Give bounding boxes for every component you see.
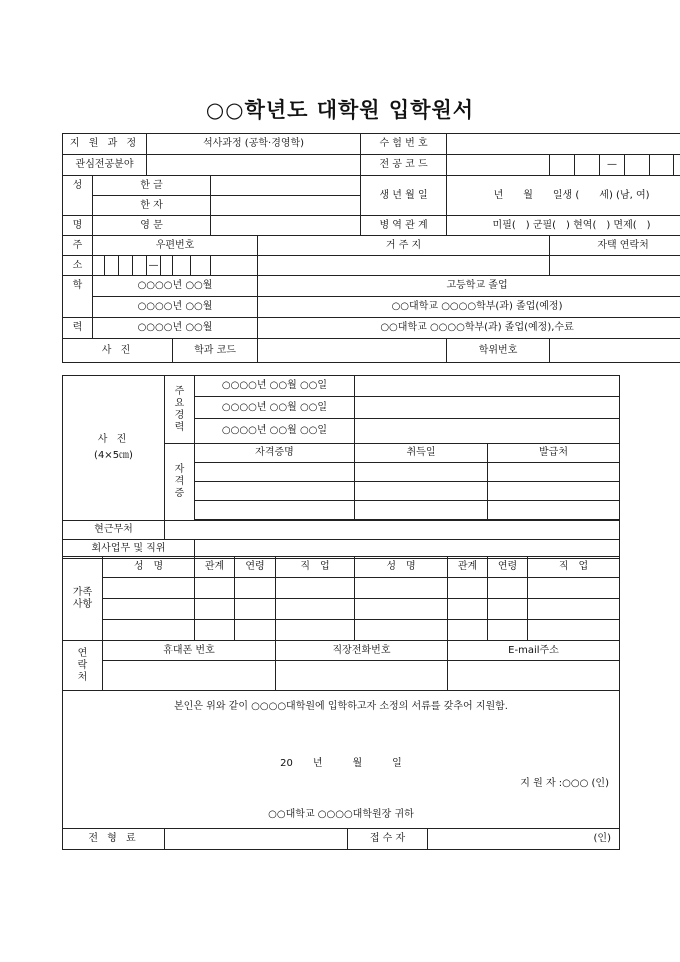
zip-box-7[interactable] bbox=[211, 256, 258, 276]
family-header-name: 성 명 bbox=[355, 557, 448, 578]
family-cell[interactable] bbox=[488, 620, 528, 641]
contact-label-char: 처 bbox=[77, 671, 88, 683]
family-cell[interactable] bbox=[276, 578, 355, 599]
education-label-bottom: 력 bbox=[63, 318, 93, 339]
family-cell[interactable] bbox=[528, 620, 620, 641]
dept-code-label: 학과 코드 bbox=[173, 339, 258, 363]
career-date: ○○○○년 ○○월 ○○일 bbox=[195, 419, 355, 444]
declaration-date: 20 년 월 일 bbox=[280, 758, 402, 769]
family-cell[interactable] bbox=[448, 620, 488, 641]
zip-box-0 bbox=[93, 256, 105, 276]
email-field[interactable] bbox=[448, 661, 620, 691]
family-cell[interactable] bbox=[528, 599, 620, 620]
contact-label-char: 락 bbox=[77, 659, 88, 671]
license-issuer-field[interactable] bbox=[488, 501, 620, 520]
family-cell[interactable] bbox=[276, 620, 355, 641]
family-header-relation: 관계 bbox=[195, 557, 235, 578]
major-code-box-5[interactable] bbox=[650, 155, 674, 176]
license-name-field[interactable] bbox=[195, 482, 355, 501]
family-header-name: 성 명 bbox=[103, 557, 195, 578]
residence-label: 거 주 지 bbox=[258, 236, 550, 256]
family-cell[interactable] bbox=[103, 620, 195, 641]
career-label-char: 력 bbox=[174, 421, 185, 433]
family-cell[interactable] bbox=[235, 620, 276, 641]
education-date: ○○○○년 ○○월 bbox=[93, 318, 258, 339]
career-label-char: 경 bbox=[174, 409, 185, 421]
career-label-char: 요 bbox=[174, 397, 185, 409]
current-work-field[interactable] bbox=[165, 521, 620, 540]
license-issuer-header: 발급처 bbox=[488, 444, 620, 463]
form-title: ○○학년도 대학원 입학원서 bbox=[205, 98, 475, 122]
degree-number-label: 학위번호 bbox=[447, 339, 550, 363]
major-code-box-6[interactable] bbox=[674, 155, 680, 176]
program-value: 석사과정 (공학·경영학) bbox=[147, 134, 361, 155]
major-code-box-1[interactable] bbox=[447, 155, 550, 176]
home-contact-field[interactable] bbox=[550, 256, 680, 276]
family-cell[interactable] bbox=[235, 578, 276, 599]
mobile-field[interactable] bbox=[103, 661, 276, 691]
career-date: ○○○○년 ○○월 ○○일 bbox=[195, 376, 355, 397]
license-name-header: 자격증명 bbox=[195, 444, 355, 463]
zip-box-5[interactable] bbox=[173, 256, 191, 276]
license-name-field[interactable] bbox=[195, 501, 355, 520]
name-hanja-label: 한 자 bbox=[93, 196, 211, 216]
interest-major-label: 관심전공분야 bbox=[63, 155, 147, 176]
license-label-char: 격 bbox=[174, 476, 185, 487]
military-value: 미필( ) 군필( ) 현역( ) 면제( ) bbox=[447, 216, 680, 236]
office-phone-field[interactable] bbox=[276, 661, 448, 691]
declaration-box bbox=[63, 691, 620, 829]
name-korean-label: 한 글 bbox=[93, 176, 211, 196]
name-label-bottom: 명 bbox=[63, 216, 93, 236]
family-cell[interactable] bbox=[103, 599, 195, 620]
family-cell[interactable] bbox=[355, 578, 448, 599]
major-code-dash: — bbox=[600, 155, 625, 176]
family-cell[interactable] bbox=[195, 599, 235, 620]
zip-dash: — bbox=[147, 256, 161, 276]
family-cell[interactable] bbox=[195, 578, 235, 599]
career-date: ○○○○년 ○○월 ○○일 bbox=[195, 397, 355, 419]
major-code-label: 전 공 코 드 bbox=[361, 155, 447, 176]
education-desc: 고등학교 졸업 bbox=[258, 276, 680, 297]
education-date: ○○○○년 ○○월 bbox=[93, 276, 258, 297]
license-date-field[interactable] bbox=[355, 482, 488, 501]
family-section bbox=[62, 556, 620, 829]
email-header: E-mail주소 bbox=[448, 641, 620, 661]
license-label bbox=[165, 444, 195, 521]
receiver-label: 접 수 자 bbox=[348, 829, 428, 850]
birth-label: 생 년 월 일 bbox=[361, 176, 447, 216]
bottom-section bbox=[62, 828, 620, 850]
license-date-field[interactable] bbox=[355, 463, 488, 482]
contact-label-char: 연 bbox=[77, 647, 88, 659]
declaration-applicant: 지 원 자 :○○○ (인) bbox=[520, 778, 609, 789]
declaration-addressee: ○○대학교 ○○○○대학원장 귀하 bbox=[268, 809, 414, 820]
form-top-section bbox=[62, 133, 680, 363]
family-header-job: 직 업 bbox=[276, 557, 355, 578]
birth-value: 년 월 일생 ( 세) (남, 여) bbox=[447, 176, 680, 216]
family-cell[interactable] bbox=[488, 599, 528, 620]
career-desc-field[interactable] bbox=[355, 397, 620, 419]
address-label-top: 주 bbox=[63, 236, 93, 256]
family-label-bottom: 사항 bbox=[72, 598, 93, 610]
family-label-top: 가족 bbox=[72, 586, 93, 598]
education-label-top: 학 bbox=[63, 276, 93, 318]
education-desc: ○○대학교 ○○○○학부(과) 졸업(예정),수료 bbox=[258, 318, 680, 339]
photo-box-size: (4×5㎝) bbox=[94, 450, 133, 461]
office-phone-header: 직장전화번호 bbox=[276, 641, 448, 661]
major-code-box-3[interactable] bbox=[575, 155, 600, 176]
career-desc-field[interactable] bbox=[355, 419, 620, 444]
family-header-job: 직 업 bbox=[528, 557, 620, 578]
family-header-age: 연령 bbox=[235, 557, 276, 578]
name-english-field[interactable] bbox=[211, 216, 361, 236]
receiver-seal: (인) bbox=[428, 829, 620, 850]
license-label-char: 증 bbox=[174, 488, 185, 499]
family-cell[interactable] bbox=[276, 599, 355, 620]
zip-box-1[interactable] bbox=[105, 256, 119, 276]
license-issuer-field[interactable] bbox=[488, 463, 620, 482]
exam-number-label: 수 험 번 호 bbox=[361, 134, 447, 155]
career-label bbox=[165, 376, 195, 444]
family-cell[interactable] bbox=[195, 620, 235, 641]
fee-label: 전 형 료 bbox=[63, 829, 165, 850]
dept-code-field[interactable] bbox=[258, 339, 447, 363]
current-work-label: 현근무처 bbox=[63, 521, 165, 540]
family-cell[interactable] bbox=[355, 599, 448, 620]
work-duty-label: 회사업무 및 직위 bbox=[63, 540, 195, 559]
major-code-box-2[interactable] bbox=[550, 155, 575, 176]
major-code-box-4[interactable] bbox=[625, 155, 650, 176]
family-cell[interactable] bbox=[103, 578, 195, 599]
education-desc: ○○대학교 ○○○○학부(과) 졸업(예정) bbox=[258, 297, 680, 318]
family-cell[interactable] bbox=[235, 599, 276, 620]
family-label bbox=[63, 557, 103, 641]
family-cell[interactable] bbox=[448, 578, 488, 599]
family-cell[interactable] bbox=[488, 578, 528, 599]
exam-number-field[interactable] bbox=[447, 134, 680, 155]
license-date-header: 취득일 bbox=[355, 444, 488, 463]
address-label-bottom: 소 bbox=[63, 256, 93, 276]
license-date-field[interactable] bbox=[355, 501, 488, 520]
mobile-header: 휴대폰 번호 bbox=[103, 641, 276, 661]
name-label-top: 성 bbox=[63, 176, 93, 216]
photo-row-label: 사 진 bbox=[63, 339, 173, 363]
residence-field[interactable] bbox=[258, 256, 550, 276]
family-cell[interactable] bbox=[448, 599, 488, 620]
license-label-char: 자 bbox=[174, 464, 185, 475]
zip-box-3[interactable] bbox=[133, 256, 147, 276]
zip-box-4[interactable] bbox=[161, 256, 173, 276]
family-cell[interactable] bbox=[528, 578, 620, 599]
zip-box-2[interactable] bbox=[119, 256, 133, 276]
career-desc-field[interactable] bbox=[355, 376, 620, 397]
license-name-field[interactable] bbox=[195, 463, 355, 482]
family-header-relation: 관계 bbox=[448, 557, 488, 578]
declaration-text: 본인은 위와 같이 ○○○○대학원에 입학하고자 소정의 서류를 갖추어 지원함. bbox=[174, 701, 508, 712]
education-date: ○○○○년 ○○월 bbox=[93, 297, 258, 318]
license-issuer-field[interactable] bbox=[488, 482, 620, 501]
zip-box-6[interactable] bbox=[191, 256, 211, 276]
photo-box-label: 사 진 bbox=[97, 434, 130, 445]
program-label: 지 원 과 정 bbox=[63, 134, 147, 155]
name-english-label: 영 문 bbox=[93, 216, 211, 236]
name-korean-field[interactable] bbox=[211, 176, 361, 196]
photo-box[interactable] bbox=[63, 376, 165, 521]
career-section bbox=[62, 375, 620, 559]
interest-major-field[interactable] bbox=[147, 155, 361, 176]
fee-field[interactable] bbox=[165, 829, 348, 850]
home-contact-label: 자택 연락처 bbox=[550, 236, 680, 256]
degree-number-field[interactable] bbox=[550, 339, 680, 363]
career-label-char: 주 bbox=[174, 385, 185, 397]
military-label: 병 역 관 계 bbox=[361, 216, 447, 236]
zip-label: 우편번호 bbox=[93, 236, 258, 256]
name-hanja-field[interactable] bbox=[211, 196, 361, 216]
contact-label bbox=[63, 641, 103, 691]
family-header-age: 연령 bbox=[488, 557, 528, 578]
family-cell[interactable] bbox=[355, 620, 448, 641]
